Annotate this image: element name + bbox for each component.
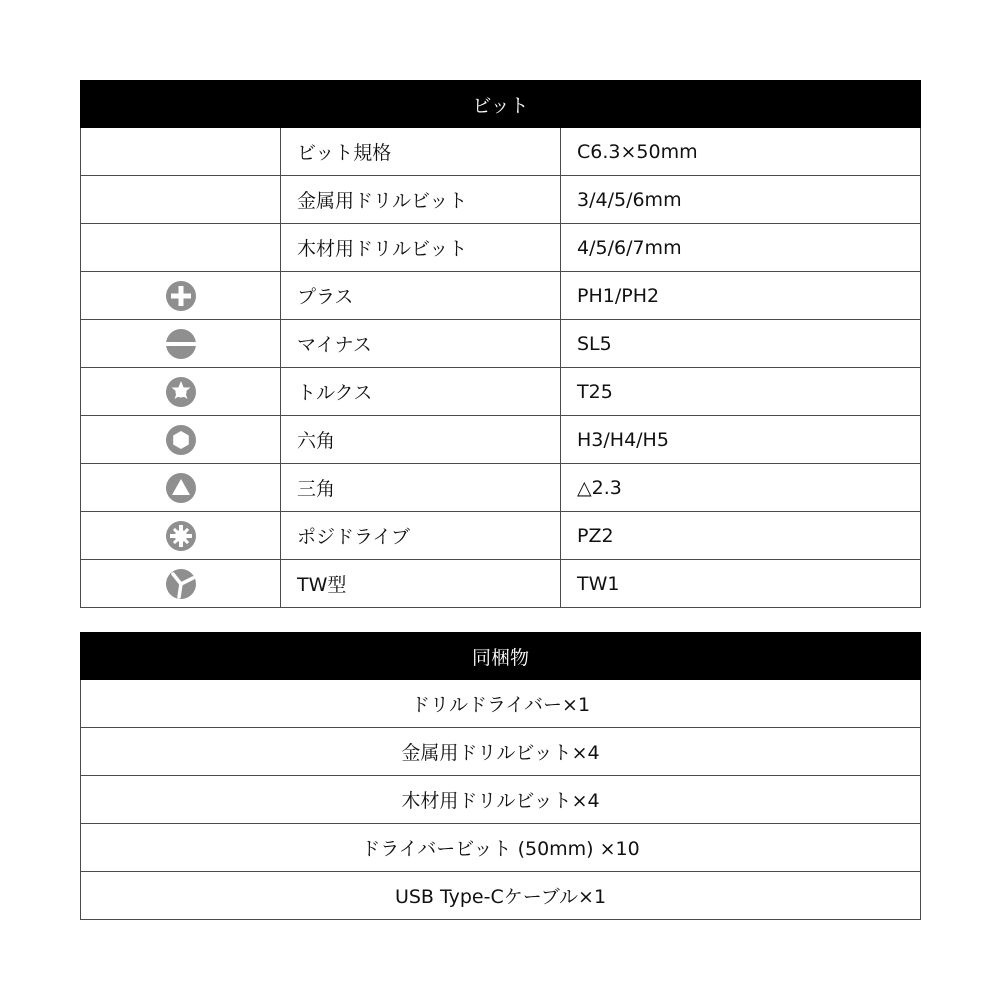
spec-value: PH1/PH2 xyxy=(577,284,660,307)
torx-icon xyxy=(165,376,197,408)
table-row xyxy=(80,320,921,368)
included-item: 金属用ドリルビット×4 xyxy=(401,742,600,764)
table-row xyxy=(80,368,921,416)
included-item: USB Type-Cケーブル×1 xyxy=(394,886,607,908)
icon-cell xyxy=(81,512,281,559)
spec-value: SL5 xyxy=(577,332,612,355)
included-item: ドリルドライバー×1 xyxy=(410,694,591,716)
spec-name: ビット規格 xyxy=(281,128,561,175)
icon-cell xyxy=(81,272,281,319)
contents-table xyxy=(80,632,921,920)
spec-name: マイナス xyxy=(281,320,561,367)
table-row xyxy=(80,728,921,776)
spec-name: トルクス xyxy=(281,368,561,415)
spec-value: T25 xyxy=(577,380,613,403)
spec-name: 木材用ドリルビット xyxy=(281,224,561,271)
spec-value: 3/4/5/6mm xyxy=(577,188,682,211)
spec-name: ポジドライブ xyxy=(281,512,561,559)
table-row xyxy=(80,128,921,176)
table-row xyxy=(80,872,921,920)
icon-cell xyxy=(81,128,281,175)
table-row xyxy=(80,464,921,512)
spec-value: 4/5/6/7mm xyxy=(577,236,682,259)
bits-table-header: ビット xyxy=(80,80,921,128)
spec-value: C6.3×50mm xyxy=(577,140,698,163)
table-row xyxy=(80,224,921,272)
table-row xyxy=(80,560,921,608)
spec-name: TW型 xyxy=(281,560,561,607)
triangle-icon xyxy=(165,472,197,504)
table-row xyxy=(80,680,921,728)
tri-wing-icon xyxy=(165,568,197,600)
phillips-icon xyxy=(165,280,197,312)
table-row xyxy=(80,512,921,560)
table-row xyxy=(80,824,921,872)
included-item: ドライバービット (50mm) ×10 xyxy=(361,838,640,860)
icon-cell xyxy=(81,464,281,511)
table-row xyxy=(80,416,921,464)
spec-value: △2.3 xyxy=(577,476,622,499)
icon-cell xyxy=(81,176,281,223)
slotted-icon xyxy=(165,328,197,360)
icon-cell xyxy=(81,368,281,415)
spec-value: PZ2 xyxy=(577,524,614,547)
spec-name: 金属用ドリルビット xyxy=(281,176,561,223)
table-row xyxy=(80,176,921,224)
icon-cell xyxy=(81,320,281,367)
pozidriv-icon xyxy=(165,520,197,552)
spec-value: TW1 xyxy=(577,572,620,595)
spec-name: プラス xyxy=(281,272,561,319)
icon-cell xyxy=(81,224,281,271)
bits-table xyxy=(80,80,921,608)
spec-value: H3/H4/H5 xyxy=(577,428,669,451)
spec-name: 六角 xyxy=(281,416,561,463)
icon-cell xyxy=(81,560,281,607)
icon-cell xyxy=(81,416,281,463)
spec-name: 三角 xyxy=(281,464,561,511)
hex-icon xyxy=(165,424,197,456)
contents-table-header: 同梱物 xyxy=(80,632,921,680)
table-row xyxy=(80,776,921,824)
table-row xyxy=(80,272,921,320)
included-item: 木材用ドリルビット×4 xyxy=(401,790,600,812)
